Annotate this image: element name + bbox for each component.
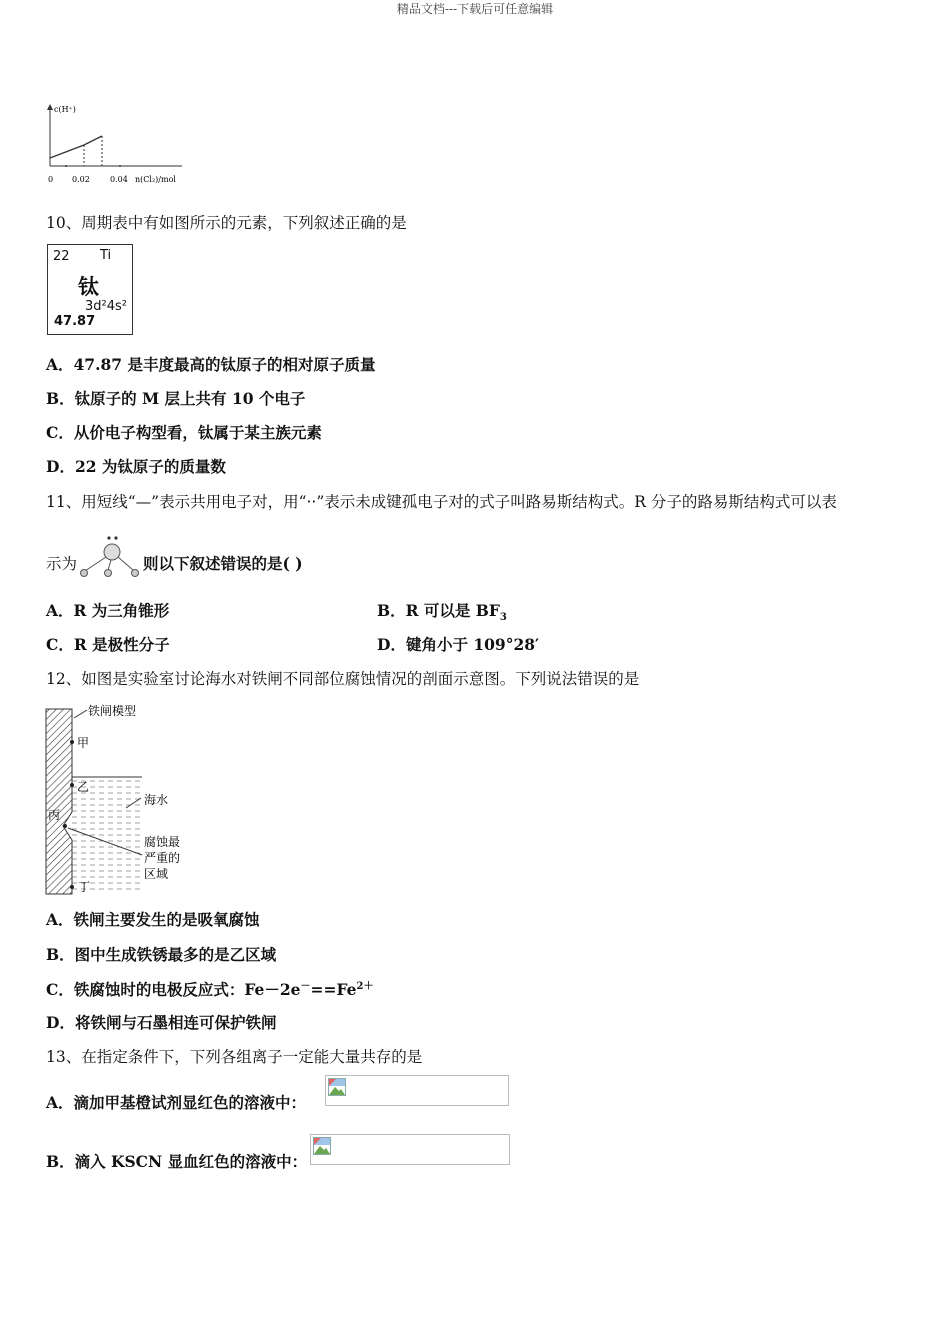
q10-option-c: C．从价电子构型看，钛属于某主族元素 [46, 423, 322, 442]
broken-image-placeholder-a [325, 1075, 509, 1106]
broken-image-icon [313, 1137, 331, 1155]
broken-image-icon [328, 1078, 346, 1096]
q11-stem-cont-a: 示为 [46, 555, 78, 573]
q11-option-a: A．R 为三角锥形 [46, 601, 170, 620]
q10-option-d: D．22 为钛原子的质量数 [46, 457, 226, 476]
label-worst-2: 严重的 [144, 851, 181, 865]
q12-option-d: D．将铁闸与石墨相连可保护铁闸 [46, 1013, 277, 1032]
label-jia: 甲 [77, 736, 90, 750]
graph-tick-2: 0.04 [110, 175, 128, 184]
label-sea: 海水 [144, 793, 169, 807]
q10-option-a: A．47.87 是丰度最高的钛原子的相对原子质量 [46, 355, 376, 374]
q12-option-c: C．铁腐蚀时的电极反应式：$Fe-2e^-==Fe^{2+}$ [46, 980, 374, 1000]
iron-gate-corrosion-diagram [44, 700, 204, 900]
element-config: 3d²4s² [85, 299, 127, 314]
q11-option-c: C．R 是极性分子 [46, 635, 170, 654]
label-yi: 乙 [77, 780, 90, 794]
q13-option-b: B．滴入 KSCN 显血红色的溶液中： [46, 1152, 308, 1171]
q13-option-a: A．滴加甲基橙试剂显红色的溶液中： [46, 1093, 307, 1112]
concentration-graph [42, 100, 192, 190]
element-symbol: Ti [100, 248, 112, 263]
element-name: 钛 [78, 274, 99, 299]
q12-stem: 12、如图是实验室讨论海水对铁闸不同部位腐蚀情况的剖面示意图。下列说法错误的是 [46, 670, 640, 688]
element-card-titanium [47, 244, 133, 335]
q11-stem: 11、用短线“—”表示共用电子对，用“··”表示未成键孤电子对的式子叫路易斯结构式。R 分子的路易斯结构式可以表 [46, 493, 837, 511]
label-worst-1: 腐蚀最 [144, 835, 181, 849]
q12-option-a: A．铁闸主要发生的是吸氧腐蚀 [46, 910, 260, 929]
graph-x-label: n(Cl₂)/mol [135, 175, 176, 184]
label-worst-3: 区域 [144, 867, 169, 881]
label-ding: 丁 [78, 880, 91, 894]
q12-option-b: B．图中生成铁锈最多的是乙区域 [46, 945, 277, 964]
label-model: 铁闸模型 [88, 704, 137, 718]
page-header: 精品文档---下载后可任意编辑 [396, 2, 554, 16]
graph-tick-0: 0 [48, 175, 54, 184]
element-number: 22 [53, 249, 70, 264]
lewis-structure-diagram [78, 534, 144, 580]
graph-tick-1: 0.02 [72, 175, 90, 184]
q11-option-d: D．键角小于 109°28′ [377, 635, 540, 654]
graph-y-label: c(H⁺) [54, 105, 76, 114]
q13-stem: 13、在指定条件下，下列各组离子一定能大量共存的是 [46, 1048, 423, 1066]
label-bing: 丙 [48, 808, 61, 822]
q10-stem: 10、周期表中有如图所示的元素，下列叙述正确的是 [46, 214, 407, 232]
q11-stem-cont-b: 则以下叙述错误的是( ) [143, 554, 303, 573]
q11-option-b: B．R 可以是 $BF_3$ [377, 601, 507, 624]
q10-option-b: B．钛原子的 M 层上共有 10 个电子 [46, 389, 306, 408]
broken-image-placeholder-b [310, 1134, 510, 1165]
element-mass: 47.87 [54, 314, 96, 329]
